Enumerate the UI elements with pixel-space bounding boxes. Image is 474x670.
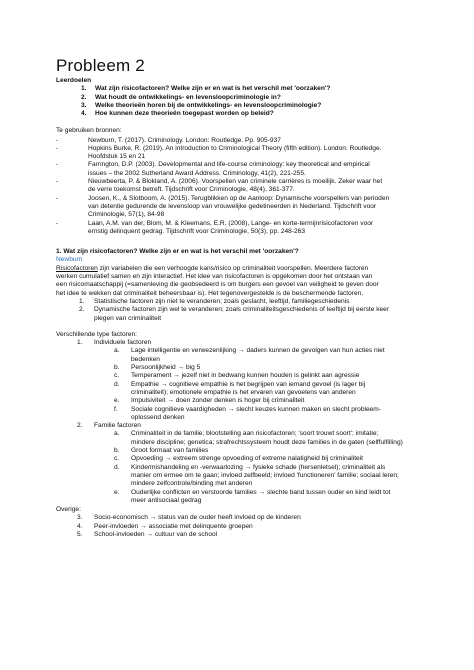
bron-dash: - (56, 136, 59, 144)
leerdoel-number: 3. (81, 101, 87, 109)
bron-dash: - (56, 194, 59, 202)
leerdoelen-heading: Leerdoelen (56, 77, 92, 84)
overige-number: 5. (77, 531, 83, 538)
family-factor-item: Groot formaat van families (131, 447, 209, 454)
type-individueel: Individuele factoren (94, 339, 152, 347)
page-title: Probleem 2 (56, 56, 145, 75)
section1-paragraph-line (56, 273, 372, 281)
sub-letter: c. (114, 372, 120, 380)
factor-item: Dynamische factoren zijn wel te veranderen; zoals criminaliteitsgeschiedenis of leeftijd bij eerste keer (94, 306, 390, 314)
bron-dash: - (56, 161, 59, 169)
bronnen-heading: Te gebruiken bronnen: (56, 126, 122, 134)
overige-item: Peer-invloeden → associatie met delinquente groepen (94, 522, 253, 530)
factor-number: 1. (79, 297, 85, 305)
sub-letter: c. (114, 455, 120, 463)
bron-line: van detentie gedurende de levensloop van vrouwelijke gedetineerden in Nederland. Tijdschrift voor (88, 202, 377, 210)
family-factor-item: Kindermishandeling en -verwaarlozing → fysieke schade (hersenletsel); criminaliteit als (131, 463, 386, 471)
section1-paragraph-line (56, 281, 379, 289)
family-factor-item: mindere zelfcontrole/binding met anderen (131, 480, 253, 488)
section1-heading: 1. Wat zijn risicofactoren? Welke zijn er en wat is het verschil met 'oorzaken'? (56, 248, 299, 256)
individual-factor-item: Persoonlijkheid → big 5 (131, 364, 201, 371)
types-heading: Verschillende type factoren: (56, 330, 138, 338)
leerdoel-number: 4. (81, 110, 87, 118)
overige-number: 3. (77, 514, 83, 522)
sub-letter: d. (114, 463, 120, 471)
leerdoel-number: 1. (81, 85, 87, 93)
paragraph-text: zijn variabelen die een verhoogde kans/risico op criminaliteit voorspellen. Meerdere factoren (97, 264, 369, 272)
sub-letter: e. (114, 488, 120, 496)
sub-letter: e. (114, 397, 120, 405)
individual-factor-item: Lage intelligentie en verwezenlijking → daders kunnen de gevolgen van hun acties niet (131, 347, 385, 355)
individual-factor-item: oplossend denken (131, 413, 185, 421)
individual-factor-item: Empathie → cognitieve empathie is het begrijpen van iemand gevoel (is lager bij (131, 380, 366, 388)
section1-paragraph-line (56, 290, 363, 298)
bron-dash: - (56, 178, 59, 185)
sub-letter: b. (114, 447, 120, 454)
sub-letter: a. (114, 347, 120, 355)
paragraph-text: het idee te wekken dat criminaliteit beheersbaar is). Het tegenovergestelde is de beschermende factoren. (56, 289, 364, 297)
individual-factor-item: Sociale cognitieve vaardigheden → slecht keuzes kunnen maken en slecht probleem- (131, 405, 381, 413)
paragraph-text: een risicomaatschappij (=samenleving die geobsedeerd is om burgers een gevoel van veiligheid te geven door (56, 281, 379, 289)
bron-line: Joosen, K., & Slotboom, A. (2015). Terugblikken op de Aanloop: Dynamische voorspellers van perioden (88, 194, 390, 202)
family-factor-item: Ouderlijke conflicten en verstoorde families → slechte band tussen ouder en kind leidt tot (131, 488, 391, 496)
family-factor-item: mindere discipline; genetica; strafrechtssysteem houdt deze families in de gaten (selffulfilling) (131, 438, 403, 446)
sub-letter: b. (114, 364, 120, 371)
bron-line: Hopkins Burke, R. (2019). An introduction to Criminological Theory (fifth edition). London: Routledge. (88, 144, 382, 152)
bron-line: issues – the 2002 Sutherland Award Address. Criminology, 41(2), 221-255. (88, 169, 306, 177)
bron-line: Hoofdstuk 15 en 21 (88, 153, 146, 161)
bron-line: Laan, A.M. van der, Blom, M. & Kleemans, E.R. (2008), Lange- en korte-termijnrisicofactoren voor (88, 219, 374, 227)
bron-line: Newburn, T. (2017). Criminology. London: Routledge. Pp. 905-937 (88, 136, 281, 144)
sub-letter: d. (114, 380, 120, 388)
bron-line: de verre toekomst betreft. Tijdschrift voor Criminologie, 48(4), 361-377. (88, 186, 295, 194)
overige-item: Socio-economisch → status van de ouder heeft invloed op de kinderen (94, 514, 301, 522)
individual-factor-item: Temperament → jezelf niet in bedwang kunnen houden is gelinkt aan agressie (131, 372, 360, 380)
leerdoel-item: Welke theorieën horen bij de ontwikkelings- en levensloopcriminologie? (95, 101, 322, 109)
family-factor-item: Criminaliteit in de familie; blootstelling aan risicofactoren; 'soort trouwt soort'; imitatie; (131, 430, 379, 438)
bron-dash: - (56, 219, 59, 227)
bron-line: ernstig delinquent gedrag. Tijdschrift voor Criminologie, 50(3), pp. 248-263 (88, 227, 305, 235)
type-number: 2. (77, 422, 83, 430)
term-underlined: Risicofactoren (56, 264, 98, 272)
type-familie: Familie factoren (94, 422, 141, 430)
family-factor-item: meer antisociaal gedrag (131, 496, 202, 504)
individual-factor-item: bedenken (131, 355, 160, 363)
overige-number: 4. (77, 522, 83, 530)
sub-letter: f. (114, 405, 118, 413)
factor-item: plegen van criminaliteit (94, 314, 162, 322)
section1-source: Newburn (56, 256, 83, 264)
sub-letter: a. (114, 430, 120, 438)
family-factor-item: manier om ermee om te gaan; invloed zelfbeeld; invloed 'functioneren' familie; sociaal leren; (131, 471, 399, 479)
type-number: 1. (77, 339, 83, 347)
leerdoel-item: Hoe kunnen deze theorieën toegepast worden op beleid? (95, 110, 274, 118)
overige-item: School-invloeden → cultuur van de school (94, 531, 218, 538)
bron-line: Nieuwbeerta, P. & Blokland, A. (2006). Voorspellen van criminele carrières is moeilijk. Zeker waar het (88, 178, 383, 185)
family-factor-item: Opvoeding → extreem strenge opvoeding of extreme nalatigheid bij criminaliteit (131, 455, 364, 463)
bron-dash: - (56, 144, 59, 152)
leerdoel-item: Wat zijn risicofactoren? Welke zijn er en wat is het verschil met 'oorzaken'? (95, 85, 331, 93)
bron-line: Criminologie, 57(1), 84-98 (88, 211, 165, 219)
bron-line: Farrington, D.P. (2003). Developmental and life-course criminology: key theoretical and empirical (88, 161, 370, 169)
factor-number: 2. (79, 306, 85, 314)
leerdoel-item: Wat houdt de ontwikkelings- en levensloopcriminologie in? (95, 93, 281, 101)
paragraph-text: werken cumulatief samen en zijn interactief. Het idee van risicofactoren is opgekomen door het ontstaan van (56, 273, 373, 280)
individual-factor-item: criminaliteit); emotionele empathie is het ervaren van gevoelens van anderen (131, 388, 356, 396)
leerdoel-number: 2. (81, 93, 87, 101)
factor-item: Statistische factoren zijn niet te veranderen; zoals geslacht, leeftijd, familiegeschiedenis (94, 297, 350, 305)
section1-paragraph-line (56, 265, 368, 273)
individual-factor-item: Impulsiviteit → doen zonder denken is hoger bij criminaliteit (131, 397, 305, 405)
overige-heading: Overige: (56, 506, 81, 514)
